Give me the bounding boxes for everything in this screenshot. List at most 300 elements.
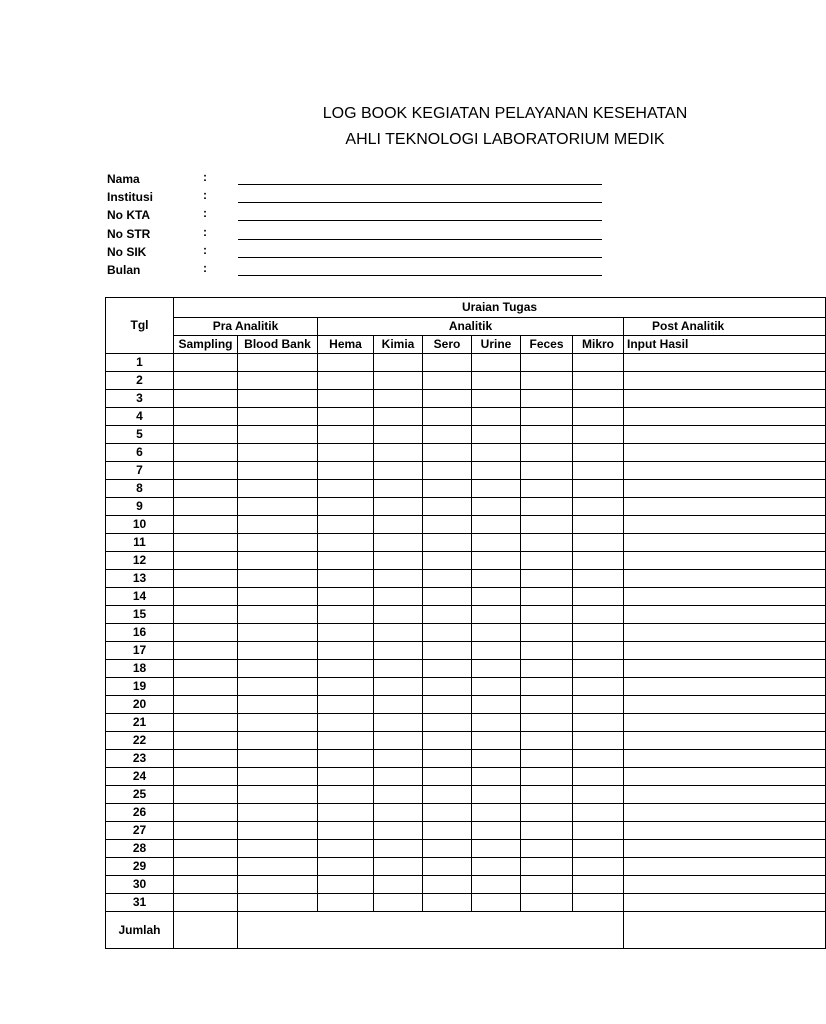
- log-cell[interactable]: [472, 750, 521, 768]
- log-cell[interactable]: [521, 444, 573, 462]
- log-cell[interactable]: [423, 444, 472, 462]
- info-underline[interactable]: [238, 257, 602, 258]
- log-cell[interactable]: [472, 426, 521, 444]
- day-number: 10: [106, 516, 174, 534]
- log-cell[interactable]: [174, 804, 238, 822]
- log-cell[interactable]: [423, 732, 472, 750]
- log-cell[interactable]: [521, 768, 573, 786]
- log-cell[interactable]: [423, 570, 472, 588]
- log-cell[interactable]: [374, 570, 423, 588]
- log-cell[interactable]: [521, 642, 573, 660]
- log-cell[interactable]: [423, 516, 472, 534]
- log-cell[interactable]: [472, 642, 521, 660]
- day-number: 11: [106, 534, 174, 552]
- log-cell[interactable]: [318, 660, 374, 678]
- log-cell[interactable]: [374, 444, 423, 462]
- log-cell[interactable]: [624, 858, 826, 876]
- log-cell[interactable]: [238, 390, 318, 408]
- column-header-sampling: Sampling: [174, 336, 238, 354]
- log-cell[interactable]: [374, 408, 423, 426]
- log-cell[interactable]: [318, 678, 374, 696]
- log-cell[interactable]: [521, 876, 573, 894]
- log-cell[interactable]: [423, 498, 472, 516]
- log-cell[interactable]: [624, 588, 826, 606]
- pra-analitik-header: Pra Analitik: [174, 318, 318, 336]
- log-cell[interactable]: [573, 624, 624, 642]
- log-cell[interactable]: [624, 354, 826, 372]
- log-cell[interactable]: [174, 534, 238, 552]
- log-cell[interactable]: [374, 426, 423, 444]
- log-cell[interactable]: [174, 786, 238, 804]
- log-cell[interactable]: [624, 786, 826, 804]
- log-cell[interactable]: [423, 768, 472, 786]
- log-cell[interactable]: [318, 750, 374, 768]
- info-underline[interactable]: [238, 220, 602, 221]
- log-cell[interactable]: [423, 894, 472, 912]
- log-cell[interactable]: [238, 408, 318, 426]
- log-cell[interactable]: [472, 678, 521, 696]
- log-cell[interactable]: [174, 390, 238, 408]
- log-cell[interactable]: [423, 624, 472, 642]
- log-cell[interactable]: [318, 516, 374, 534]
- log-cell[interactable]: [472, 732, 521, 750]
- log-cell[interactable]: [174, 498, 238, 516]
- log-cell[interactable]: [624, 426, 826, 444]
- log-cell[interactable]: [174, 876, 238, 894]
- log-cell[interactable]: [374, 678, 423, 696]
- log-cell[interactable]: [472, 534, 521, 552]
- log-cell[interactable]: [238, 840, 318, 858]
- log-cell[interactable]: [573, 552, 624, 570]
- log-cell[interactable]: [472, 462, 521, 480]
- log-cell[interactable]: [238, 570, 318, 588]
- log-cell[interactable]: [624, 624, 826, 642]
- log-cell[interactable]: [624, 804, 826, 822]
- log-cell[interactable]: [624, 372, 826, 390]
- table-row: [106, 840, 826, 858]
- log-cell[interactable]: [624, 516, 826, 534]
- log-cell[interactable]: [472, 624, 521, 642]
- log-cell[interactable]: [238, 462, 318, 480]
- log-cell[interactable]: [472, 786, 521, 804]
- log-cell[interactable]: [472, 444, 521, 462]
- log-cell[interactable]: [174, 732, 238, 750]
- log-cell[interactable]: [238, 516, 318, 534]
- log-cell[interactable]: [521, 354, 573, 372]
- log-cell[interactable]: [624, 570, 826, 588]
- log-cell[interactable]: [573, 768, 624, 786]
- log-cell[interactable]: [318, 462, 374, 480]
- log-cell[interactable]: [174, 678, 238, 696]
- info-underline[interactable]: [238, 202, 602, 203]
- log-cell[interactable]: [573, 750, 624, 768]
- log-cell[interactable]: [521, 786, 573, 804]
- log-cell[interactable]: [472, 408, 521, 426]
- log-cell[interactable]: [423, 786, 472, 804]
- log-cell[interactable]: [521, 516, 573, 534]
- log-cell[interactable]: [573, 858, 624, 876]
- log-cell[interactable]: [318, 786, 374, 804]
- log-cell[interactable]: [374, 516, 423, 534]
- log-cell[interactable]: [318, 840, 374, 858]
- log-cell[interactable]: [624, 840, 826, 858]
- log-cell[interactable]: [318, 534, 374, 552]
- log-cell[interactable]: [238, 786, 318, 804]
- log-cell[interactable]: [624, 660, 826, 678]
- log-cell[interactable]: [174, 444, 238, 462]
- log-cell[interactable]: [174, 858, 238, 876]
- total-cell-input-hasil[interactable]: [624, 912, 826, 949]
- log-cell[interactable]: [521, 750, 573, 768]
- log-cell[interactable]: [318, 498, 374, 516]
- log-cell[interactable]: [423, 480, 472, 498]
- log-cell[interactable]: [318, 804, 374, 822]
- log-cell[interactable]: [318, 426, 374, 444]
- log-cell[interactable]: [174, 480, 238, 498]
- log-cell[interactable]: [573, 696, 624, 714]
- log-cell[interactable]: [472, 606, 521, 624]
- log-cell[interactable]: [521, 732, 573, 750]
- log-cell[interactable]: [573, 822, 624, 840]
- total-cell-sampling[interactable]: [174, 912, 238, 949]
- total-cell-merged[interactable]: [238, 912, 624, 949]
- info-label: No KTA: [107, 208, 151, 222]
- log-cell[interactable]: [521, 426, 573, 444]
- log-cell[interactable]: [374, 822, 423, 840]
- log-cell[interactable]: [624, 822, 826, 840]
- log-cell[interactable]: [318, 480, 374, 498]
- log-cell[interactable]: [423, 354, 472, 372]
- log-cell[interactable]: [423, 588, 472, 606]
- log-cell[interactable]: [624, 498, 826, 516]
- log-cell[interactable]: [624, 696, 826, 714]
- log-cell[interactable]: [472, 354, 521, 372]
- log-cell[interactable]: [374, 372, 423, 390]
- log-cell[interactable]: [174, 750, 238, 768]
- log-cell[interactable]: [423, 822, 472, 840]
- log-cell[interactable]: [318, 624, 374, 642]
- log-cell[interactable]: [472, 498, 521, 516]
- log-cell[interactable]: [238, 588, 318, 606]
- log-cell[interactable]: [318, 570, 374, 588]
- log-cell[interactable]: [521, 804, 573, 822]
- log-cell[interactable]: [521, 408, 573, 426]
- log-cell[interactable]: [624, 408, 826, 426]
- log-cell[interactable]: [624, 876, 826, 894]
- day-number: 9: [106, 498, 174, 516]
- log-cell[interactable]: [174, 696, 238, 714]
- log-cell[interactable]: [374, 552, 423, 570]
- log-cell[interactable]: [521, 678, 573, 696]
- log-cell[interactable]: [374, 894, 423, 912]
- log-cell[interactable]: [521, 390, 573, 408]
- log-cell[interactable]: [521, 624, 573, 642]
- log-cell[interactable]: [374, 354, 423, 372]
- log-cell[interactable]: [521, 552, 573, 570]
- log-cell[interactable]: [624, 462, 826, 480]
- log-cell[interactable]: [318, 822, 374, 840]
- log-cell[interactable]: [174, 624, 238, 642]
- log-cell[interactable]: [573, 372, 624, 390]
- log-cell[interactable]: [238, 642, 318, 660]
- log-cell[interactable]: [521, 480, 573, 498]
- log-cell[interactable]: [573, 642, 624, 660]
- table-row: [106, 678, 826, 696]
- log-cell[interactable]: [624, 444, 826, 462]
- log-cell[interactable]: [521, 858, 573, 876]
- log-cell[interactable]: [521, 714, 573, 732]
- log-cell[interactable]: [472, 894, 521, 912]
- log-cell[interactable]: [318, 876, 374, 894]
- log-cell[interactable]: [423, 876, 472, 894]
- log-cell[interactable]: [174, 552, 238, 570]
- log-cell[interactable]: [573, 390, 624, 408]
- log-cell[interactable]: [573, 408, 624, 426]
- log-cell[interactable]: [521, 588, 573, 606]
- info-underline[interactable]: [238, 184, 602, 185]
- log-cell[interactable]: [374, 390, 423, 408]
- log-cell[interactable]: [573, 840, 624, 858]
- log-cell[interactable]: [238, 444, 318, 462]
- log-cell[interactable]: [238, 732, 318, 750]
- log-cell[interactable]: [423, 714, 472, 732]
- log-cell[interactable]: [624, 642, 826, 660]
- log-cell[interactable]: [238, 822, 318, 840]
- log-cell[interactable]: [573, 588, 624, 606]
- log-cell[interactable]: [318, 696, 374, 714]
- log-cell[interactable]: [423, 858, 472, 876]
- log-cell[interactable]: [374, 660, 423, 678]
- log-cell[interactable]: [624, 480, 826, 498]
- log-cell[interactable]: [238, 894, 318, 912]
- log-cell[interactable]: [624, 552, 826, 570]
- day-number: 28: [106, 840, 174, 858]
- log-cell[interactable]: [573, 660, 624, 678]
- log-cell[interactable]: [174, 714, 238, 732]
- total-label: Jumlah: [106, 912, 174, 949]
- log-cell[interactable]: [318, 408, 374, 426]
- log-cell[interactable]: [624, 534, 826, 552]
- log-cell[interactable]: [624, 678, 826, 696]
- log-cell[interactable]: [472, 660, 521, 678]
- log-cell[interactable]: [238, 768, 318, 786]
- log-cell[interactable]: [374, 696, 423, 714]
- log-cell[interactable]: [423, 804, 472, 822]
- log-cell[interactable]: [423, 642, 472, 660]
- log-cell[interactable]: [374, 750, 423, 768]
- log-cell[interactable]: [238, 606, 318, 624]
- log-cell[interactable]: [174, 894, 238, 912]
- log-cell[interactable]: [374, 462, 423, 480]
- log-cell[interactable]: [624, 606, 826, 624]
- log-cell[interactable]: [624, 768, 826, 786]
- log-cell[interactable]: [374, 606, 423, 624]
- log-cell[interactable]: [521, 696, 573, 714]
- log-cell[interactable]: [238, 858, 318, 876]
- log-cell[interactable]: [318, 642, 374, 660]
- log-cell[interactable]: [521, 462, 573, 480]
- log-cell[interactable]: [238, 552, 318, 570]
- log-cell[interactable]: [472, 858, 521, 876]
- log-cell[interactable]: [423, 552, 472, 570]
- log-cell[interactable]: [472, 570, 521, 588]
- log-cell[interactable]: [318, 768, 374, 786]
- log-cell[interactable]: [374, 732, 423, 750]
- log-cell[interactable]: [472, 822, 521, 840]
- log-cell[interactable]: [521, 822, 573, 840]
- log-cell[interactable]: [423, 426, 472, 444]
- log-cell[interactable]: [624, 894, 826, 912]
- log-cell[interactable]: [318, 354, 374, 372]
- log-cell[interactable]: [472, 588, 521, 606]
- log-cell[interactable]: [624, 732, 826, 750]
- info-underline[interactable]: [238, 239, 602, 240]
- log-cell[interactable]: [238, 750, 318, 768]
- log-cell[interactable]: [573, 462, 624, 480]
- log-cell[interactable]: [318, 552, 374, 570]
- log-cell[interactable]: [624, 750, 826, 768]
- log-cell[interactable]: [238, 372, 318, 390]
- log-cell[interactable]: [374, 804, 423, 822]
- log-cell[interactable]: [573, 426, 624, 444]
- log-cell[interactable]: [472, 552, 521, 570]
- log-cell[interactable]: [174, 426, 238, 444]
- log-cell[interactable]: [472, 696, 521, 714]
- log-cell[interactable]: [174, 840, 238, 858]
- log-cell[interactable]: [573, 606, 624, 624]
- log-cell[interactable]: [423, 750, 472, 768]
- log-cell[interactable]: [573, 678, 624, 696]
- log-cell[interactable]: [521, 660, 573, 678]
- log-cell[interactable]: [174, 372, 238, 390]
- log-cell[interactable]: [472, 840, 521, 858]
- log-cell[interactable]: [318, 606, 374, 624]
- log-cell[interactable]: [573, 534, 624, 552]
- log-cell[interactable]: [472, 480, 521, 498]
- log-cell[interactable]: [573, 354, 624, 372]
- log-cell[interactable]: [374, 624, 423, 642]
- log-cell[interactable]: [318, 372, 374, 390]
- log-cell[interactable]: [318, 588, 374, 606]
- log-cell[interactable]: [374, 858, 423, 876]
- log-cell[interactable]: [174, 570, 238, 588]
- log-cell[interactable]: [624, 390, 826, 408]
- log-cell[interactable]: [521, 840, 573, 858]
- log-cell[interactable]: [423, 390, 472, 408]
- log-cell[interactable]: [374, 534, 423, 552]
- log-cell[interactable]: [573, 480, 624, 498]
- log-cell[interactable]: [374, 588, 423, 606]
- log-cell[interactable]: [238, 534, 318, 552]
- log-cell[interactable]: [423, 840, 472, 858]
- log-cell[interactable]: [521, 372, 573, 390]
- log-cell[interactable]: [472, 804, 521, 822]
- log-cell[interactable]: [238, 498, 318, 516]
- log-cell[interactable]: [318, 444, 374, 462]
- day-number: 5: [106, 426, 174, 444]
- log-cell[interactable]: [174, 660, 238, 678]
- log-cell[interactable]: [472, 768, 521, 786]
- log-cell[interactable]: [318, 858, 374, 876]
- log-cell[interactable]: [238, 426, 318, 444]
- log-cell[interactable]: [573, 786, 624, 804]
- log-cell[interactable]: [174, 822, 238, 840]
- log-cell[interactable]: [374, 786, 423, 804]
- log-cell[interactable]: [423, 408, 472, 426]
- log-cell[interactable]: [174, 408, 238, 426]
- log-cell[interactable]: [238, 660, 318, 678]
- log-cell[interactable]: [573, 498, 624, 516]
- log-cell[interactable]: [374, 714, 423, 732]
- log-cell[interactable]: [238, 678, 318, 696]
- log-cell[interactable]: [423, 462, 472, 480]
- log-cell[interactable]: [472, 390, 521, 408]
- log-cell[interactable]: [374, 480, 423, 498]
- log-cell[interactable]: [238, 354, 318, 372]
- log-cell[interactable]: [174, 768, 238, 786]
- log-cell[interactable]: [318, 894, 374, 912]
- log-cell[interactable]: [374, 768, 423, 786]
- log-cell[interactable]: [318, 390, 374, 408]
- log-cell[interactable]: [624, 714, 826, 732]
- info-colon: :: [203, 188, 207, 202]
- log-cell[interactable]: [174, 642, 238, 660]
- log-cell[interactable]: [472, 714, 521, 732]
- log-cell[interactable]: [521, 606, 573, 624]
- log-cell[interactable]: [573, 570, 624, 588]
- log-cell[interactable]: [423, 678, 472, 696]
- log-cell[interactable]: [238, 624, 318, 642]
- log-cell[interactable]: [423, 660, 472, 678]
- log-cell[interactable]: [174, 354, 238, 372]
- log-cell[interactable]: [573, 894, 624, 912]
- log-cell[interactable]: [521, 498, 573, 516]
- log-cell[interactable]: [374, 498, 423, 516]
- log-cell[interactable]: [238, 696, 318, 714]
- log-cell[interactable]: [374, 642, 423, 660]
- log-cell[interactable]: [238, 480, 318, 498]
- log-cell[interactable]: [318, 732, 374, 750]
- info-underline[interactable]: [238, 275, 602, 276]
- log-cell[interactable]: [472, 372, 521, 390]
- log-cell[interactable]: [472, 516, 521, 534]
- log-cell[interactable]: [238, 876, 318, 894]
- log-cell[interactable]: [472, 876, 521, 894]
- log-cell[interactable]: [238, 714, 318, 732]
- log-cell[interactable]: [573, 876, 624, 894]
- log-cell[interactable]: [423, 696, 472, 714]
- log-cell[interactable]: [573, 516, 624, 534]
- log-cell[interactable]: [374, 840, 423, 858]
- log-cell[interactable]: [174, 588, 238, 606]
- log-cell[interactable]: [573, 714, 624, 732]
- log-cell[interactable]: [174, 516, 238, 534]
- log-cell[interactable]: [423, 372, 472, 390]
- log-cell[interactable]: [573, 444, 624, 462]
- log-cell[interactable]: [521, 534, 573, 552]
- log-cell[interactable]: [573, 732, 624, 750]
- log-cell[interactable]: [423, 534, 472, 552]
- log-cell[interactable]: [374, 876, 423, 894]
- log-cell[interactable]: [423, 606, 472, 624]
- log-cell[interactable]: [318, 714, 374, 732]
- log-cell[interactable]: [573, 804, 624, 822]
- log-cell[interactable]: [238, 804, 318, 822]
- log-cell[interactable]: [174, 606, 238, 624]
- log-cell[interactable]: [174, 462, 238, 480]
- log-cell[interactable]: [521, 570, 573, 588]
- log-cell[interactable]: [521, 894, 573, 912]
